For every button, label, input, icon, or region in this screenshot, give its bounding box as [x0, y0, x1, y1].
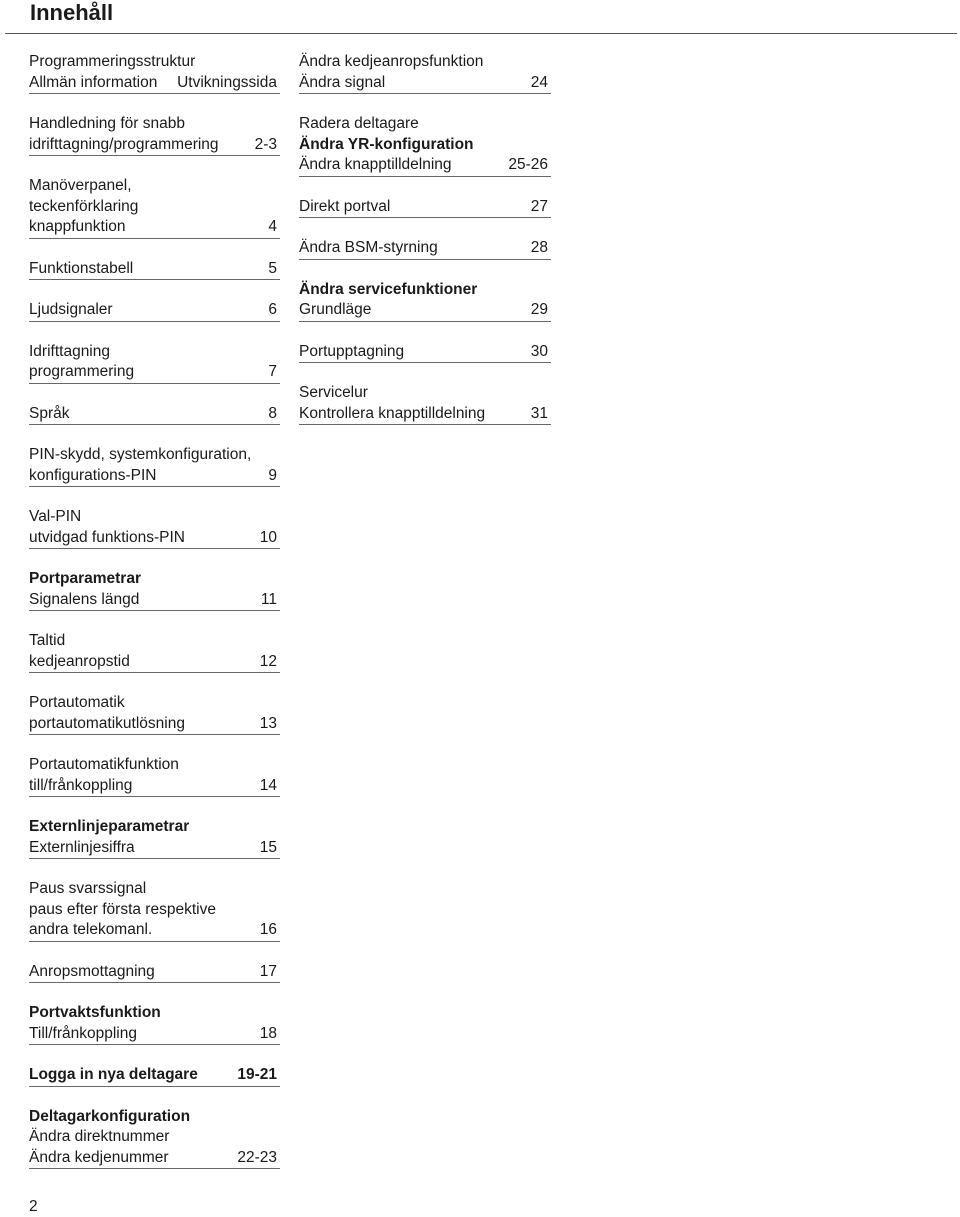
toc-line-text: Ändra direktnummer — [29, 1128, 170, 1145]
toc-page-number: 11 — [260, 590, 277, 608]
toc-line-text: Idrifttagning — [29, 342, 110, 360]
toc-line-text: Val-PIN — [29, 508, 82, 525]
toc-page-number: 31 — [530, 404, 548, 422]
toc-page-number: 17 — [259, 962, 277, 980]
toc-page-number: 5 — [268, 259, 277, 277]
toc-line — [29, 590, 280, 611]
toc-entry — [29, 962, 280, 984]
toc-line — [29, 114, 280, 135]
toc-line — [29, 73, 280, 94]
toc-section-heading — [29, 569, 280, 590]
toc-line — [299, 52, 551, 73]
toc-line-text: Programmeringsstruktur — [29, 53, 196, 70]
toc-line-text: Paus svarssignal — [29, 880, 147, 897]
toc-entry — [29, 300, 280, 322]
toc-line — [29, 920, 280, 941]
toc-line-text: Ändra knapptilldelning — [299, 156, 452, 173]
toc-line-text: Externlinjesiffra — [29, 838, 135, 856]
toc-line — [29, 342, 280, 363]
toc-entry — [29, 1107, 280, 1170]
toc-line — [299, 404, 551, 425]
toc-line — [29, 362, 280, 383]
toc-page-number: 27 — [530, 197, 548, 215]
toc-right-column — [299, 52, 551, 445]
toc-page-number: 8 — [268, 404, 277, 422]
toc-line-text: idrifttagning/programmering — [29, 135, 219, 153]
toc-line-text: Ändra kedjeanropsfunktion — [299, 53, 484, 70]
toc-line-text: Ändra kedjenummer — [29, 1148, 169, 1166]
toc-line-text: Allmän information — [29, 73, 158, 91]
toc-line-text: Manöverpanel, — [29, 177, 132, 194]
toc-line-text: Ändra BSM-styrning — [299, 239, 438, 256]
toc-line-text: andra telekomanl. — [29, 921, 153, 938]
toc-page-number: 22-23 — [237, 1148, 277, 1166]
toc-entry — [29, 176, 280, 239]
toc-entry — [299, 383, 551, 425]
toc-line — [29, 217, 280, 238]
toc-line — [299, 197, 551, 218]
toc-line-text: Portautomatikfunktion — [29, 756, 179, 773]
toc-line-text: Ändra YR-konfiguration — [299, 135, 474, 153]
toc-page-number: 15 — [259, 838, 277, 856]
toc-entry — [29, 631, 280, 673]
toc-page-number: 12 — [259, 652, 277, 670]
toc-line — [29, 962, 280, 983]
toc-line — [29, 507, 280, 528]
toc-line-text: Deltagarkonfiguration — [29, 1107, 191, 1125]
toc-line-text: Ändra signal — [299, 73, 386, 91]
toc-line — [29, 755, 280, 776]
toc-line-text: Portparametrar — [29, 570, 141, 587]
toc-line — [29, 714, 280, 735]
page-title: Innehåll — [30, 0, 114, 25]
toc-entry — [29, 1003, 280, 1045]
toc-line-text: Radera deltagare — [299, 115, 419, 132]
toc-line — [29, 838, 280, 859]
toc-page-number: 25-26 — [508, 156, 548, 173]
toc-page-number: 9 — [268, 466, 277, 484]
toc-line-text: Servicelur — [299, 384, 368, 401]
toc-entry — [29, 1065, 280, 1087]
toc-line — [29, 652, 280, 673]
toc-line-text: knappfunktion — [29, 218, 126, 235]
toc-line-text: utvidgad funktions-PIN — [29, 528, 185, 546]
toc-line — [299, 342, 551, 363]
toc-left-column — [29, 52, 280, 1189]
toc-page-number: 30 — [530, 342, 548, 360]
toc-line-text: Externlinjeparametrar — [29, 818, 190, 835]
toc-line-text: PIN-skydd, systemkonfiguration, — [29, 446, 252, 463]
toc-line — [299, 73, 551, 94]
page-number: 2 — [29, 1198, 38, 1215]
toc-page-number: 13 — [259, 714, 277, 732]
toc-page-number: 28 — [530, 239, 548, 256]
toc-line — [29, 445, 280, 466]
toc-entry — [299, 342, 551, 364]
toc-page-number: 19-21 — [237, 1066, 277, 1083]
toc-line — [29, 300, 280, 321]
toc-line-text: Anropsmottagning — [29, 962, 155, 980]
toc-line-text: Logga in nya deltagare — [29, 1066, 198, 1083]
toc-line — [29, 466, 280, 487]
toc-line — [29, 135, 280, 156]
toc-page-number: 6 — [268, 301, 277, 318]
toc-line — [29, 1148, 280, 1169]
toc-entry — [29, 507, 280, 549]
toc-entry — [29, 52, 280, 94]
toc-page-number: 7 — [268, 363, 277, 380]
toc-line — [29, 197, 280, 218]
toc-page-number: 16 — [259, 921, 277, 938]
toc-page-number: 18 — [259, 1024, 277, 1042]
toc-entry — [29, 879, 280, 942]
toc-line — [29, 176, 280, 197]
toc-page-number: 29 — [530, 301, 548, 318]
toc-line — [29, 528, 280, 549]
toc-entry — [29, 817, 280, 859]
toc-entry — [29, 259, 280, 281]
toc-line-text: till/frånkoppling — [29, 776, 133, 794]
toc-entry — [299, 238, 551, 260]
toc-section-heading — [29, 817, 280, 838]
toc-line-text: Kontrollera knapptilldelning — [299, 404, 486, 422]
toc-page-number: 24 — [530, 73, 548, 91]
toc-page-number: 4 — [268, 218, 277, 235]
toc-line — [29, 631, 280, 652]
toc-entry — [299, 197, 551, 219]
toc-line-text: portautomatikutlösning — [29, 714, 185, 732]
toc-line-text: Ljudsignaler — [29, 301, 113, 318]
toc-line — [299, 155, 551, 176]
toc-line-text: Till/frånkoppling — [29, 1024, 137, 1042]
toc-line — [29, 1127, 280, 1148]
toc-line-text: Portupptagning — [299, 342, 405, 360]
toc-line-text: teckenförklaring — [29, 197, 139, 215]
toc-entry — [29, 693, 280, 735]
toc-line-text: paus efter första respektive — [29, 900, 216, 918]
toc-page-number: 14 — [259, 776, 277, 794]
toc-entry — [29, 445, 280, 487]
toc-line-text: Handledning för snabb — [29, 115, 185, 132]
toc-line-text: programmering — [29, 363, 135, 380]
toc-line-text: Portvaktsfunktion — [29, 1004, 161, 1021]
toc-line — [29, 1024, 280, 1045]
toc-line — [299, 114, 551, 135]
toc-section-heading — [29, 1003, 280, 1024]
toc-line-text: Ändra servicefunktioner — [299, 280, 478, 298]
toc-page-number: 10 — [259, 528, 277, 546]
toc-entry — [29, 404, 280, 426]
toc-entry — [29, 569, 280, 611]
toc-entry — [299, 280, 551, 322]
toc-line — [29, 52, 280, 73]
toc-line-text: Funktionstabell — [29, 259, 134, 277]
toc-section-heading — [29, 1065, 280, 1086]
title-rule — [5, 33, 957, 34]
toc-entry — [29, 755, 280, 797]
toc-page-number: Utvikningssida — [177, 73, 277, 91]
toc-line-text: Direkt portval — [299, 197, 391, 215]
toc-line-text: konfigurations-PIN — [29, 466, 157, 484]
toc-line-text: kedjeanropstid — [29, 652, 130, 670]
toc-entry — [29, 342, 280, 384]
toc-line — [29, 879, 280, 900]
toc-entry — [29, 114, 280, 156]
toc-line — [29, 900, 280, 921]
toc-line-text: Signalens längd — [29, 590, 140, 608]
toc-line — [299, 383, 551, 404]
toc-line-text: Grundläge — [299, 301, 372, 318]
toc-line — [29, 404, 280, 425]
toc-line — [29, 259, 280, 280]
toc-entry — [299, 52, 551, 94]
toc-entry — [299, 114, 551, 177]
toc-section-heading — [29, 1107, 280, 1128]
toc-section-heading — [299, 280, 551, 301]
toc-line — [29, 776, 280, 797]
toc-line — [29, 693, 280, 714]
toc-page-number: 2-3 — [254, 135, 277, 153]
toc-section-heading — [299, 135, 551, 156]
toc-line — [299, 238, 551, 259]
toc-line-text: Taltid — [29, 632, 66, 649]
toc-line-text: Språk — [29, 404, 70, 422]
toc-line — [299, 300, 551, 321]
toc-line-text: Portautomatik — [29, 694, 125, 711]
